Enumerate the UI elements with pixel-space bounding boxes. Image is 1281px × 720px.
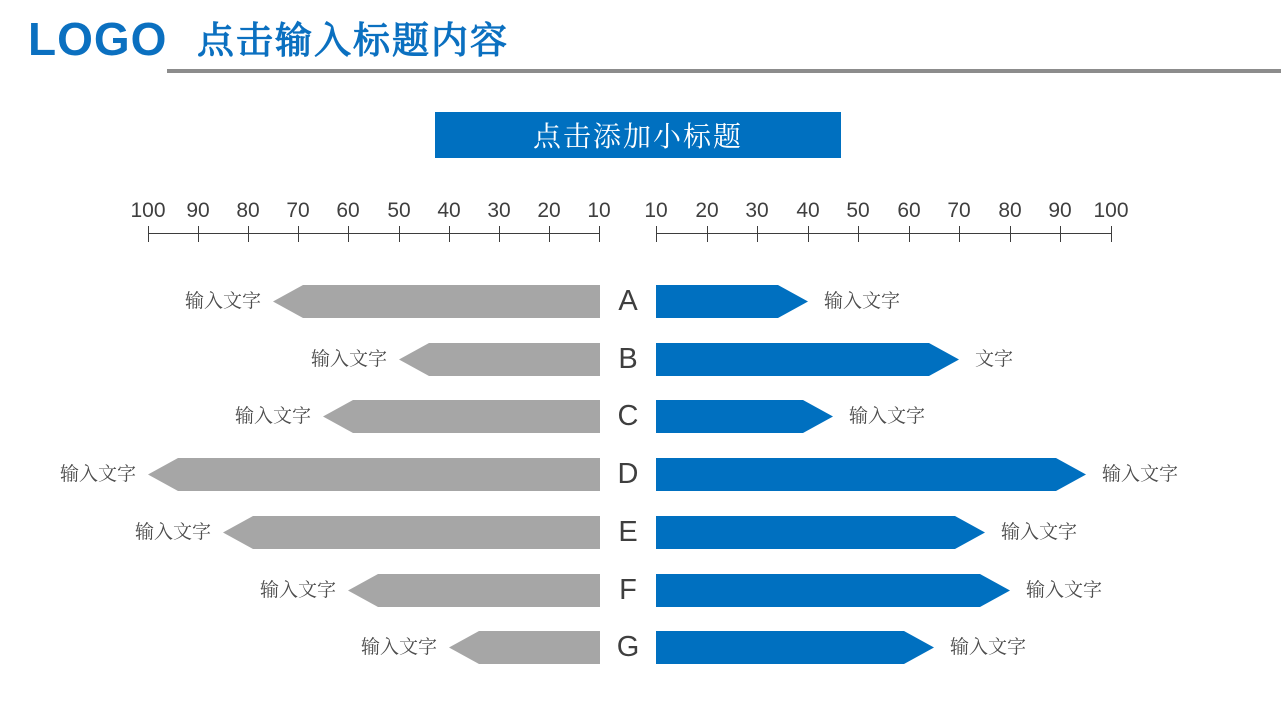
gray-bar-label-B[interactable]: 输入文字 [310, 349, 387, 370]
right-axis-tick-label: 30 [745, 199, 769, 222]
gray-bar-label-F[interactable]: 输入文字 [259, 580, 336, 601]
right-axis-tick [1060, 226, 1061, 242]
subtitle-box[interactable] [435, 112, 841, 158]
gray-bar-label-C[interactable]: 输入文字 [234, 406, 311, 427]
header-divider [167, 69, 1281, 73]
page-title[interactable]: 点击输入标题内容 [197, 20, 509, 61]
blue-bar-G [656, 631, 934, 664]
right-axis-tick [1010, 226, 1011, 242]
right-axis-tick [656, 226, 657, 242]
gray-bar-B [399, 343, 600, 376]
blue-bar-D [656, 458, 1086, 491]
left-axis-tick-label: 30 [487, 199, 511, 222]
left-axis-tick [549, 226, 550, 242]
right-axis-tick-label: 50 [846, 199, 870, 222]
right-axis-tick-label: 20 [695, 199, 719, 222]
right-axis-tick-label: 40 [796, 199, 820, 222]
blue-bar-label-C[interactable]: 输入文字 [849, 406, 926, 427]
blue-bar-label-G[interactable]: 输入文字 [950, 637, 1027, 658]
gray-bar-label-G[interactable]: 输入文字 [360, 637, 437, 658]
blue-bar-label-A[interactable]: 输入文字 [824, 291, 901, 312]
left-axis-tick-label: 80 [236, 199, 260, 222]
category-letter-D: D [617, 458, 639, 490]
gray-bar-A [273, 285, 600, 318]
category-letter-E: E [618, 516, 638, 548]
right-axis-tick-label: 100 [1093, 199, 1129, 222]
blue-bar-label-F[interactable]: 输入文字 [1026, 580, 1103, 601]
blue-bar-label-D[interactable]: 输入文字 [1102, 464, 1179, 485]
right-axis-tick-label: 10 [644, 199, 668, 222]
category-letter-C: C [617, 400, 639, 432]
left-axis-tick-label: 10 [587, 199, 611, 222]
left-axis-tick-label: 90 [186, 199, 210, 222]
blue-bar-label-B[interactable]: 文字 [975, 349, 1014, 370]
left-axis-tick [449, 226, 450, 242]
gray-bar-C [323, 400, 600, 433]
left-axis-tick [599, 226, 600, 242]
right-axis-line [656, 233, 1111, 234]
left-axis-tick-label: 60 [336, 199, 360, 222]
gray-bar-E [223, 516, 600, 549]
gray-bar-D [148, 458, 600, 491]
right-axis-tick [858, 226, 859, 242]
left-axis-tick-label: 70 [286, 199, 310, 222]
left-axis-tick-label: 50 [387, 199, 411, 222]
blue-bar-label-E[interactable]: 输入文字 [1001, 522, 1078, 543]
gray-bar-label-A[interactable]: 输入文字 [184, 291, 261, 312]
right-axis-tick [909, 226, 910, 242]
right-axis-tick-label: 70 [947, 199, 971, 222]
right-axis-tick [959, 226, 960, 242]
left-axis-tick-label: 100 [130, 199, 166, 222]
right-axis-tick-label: 60 [897, 199, 921, 222]
subtitle-label: 点击添加小标题 [532, 121, 743, 152]
gray-bar-label-D[interactable]: 输入文字 [59, 464, 136, 485]
blue-bar-F [656, 574, 1010, 607]
gray-bar-F [348, 574, 600, 607]
right-axis-tick-label: 90 [1048, 199, 1072, 222]
right-axis-tick [808, 226, 809, 242]
category-letter-G: G [616, 631, 640, 663]
left-axis-tick [298, 226, 299, 242]
right-axis-tick [757, 226, 758, 242]
left-axis-tick [248, 226, 249, 242]
blue-bar-C [656, 400, 833, 433]
right-axis-tick-label: 80 [998, 199, 1022, 222]
blue-bar-B [656, 343, 959, 376]
left-axis-line [148, 233, 599, 234]
gray-bar-G [449, 631, 600, 664]
left-axis-tick [399, 226, 400, 242]
gray-bar-label-E[interactable]: 输入文字 [134, 522, 211, 543]
category-letter-B: B [618, 343, 638, 375]
left-axis-tick-label: 40 [437, 199, 461, 222]
blue-bar-E [656, 516, 985, 549]
left-axis-tick-label: 20 [537, 199, 561, 222]
left-axis-tick [499, 226, 500, 242]
left-axis-tick [198, 226, 199, 242]
blue-bar-A [656, 285, 808, 318]
left-axis-tick [348, 226, 349, 242]
left-axis-tick [148, 226, 149, 242]
category-letter-A: A [618, 285, 638, 317]
category-letter-F: F [619, 574, 637, 606]
right-axis-tick [707, 226, 708, 242]
logo-text: LOGO [28, 13, 168, 65]
right-axis-tick [1111, 226, 1112, 242]
